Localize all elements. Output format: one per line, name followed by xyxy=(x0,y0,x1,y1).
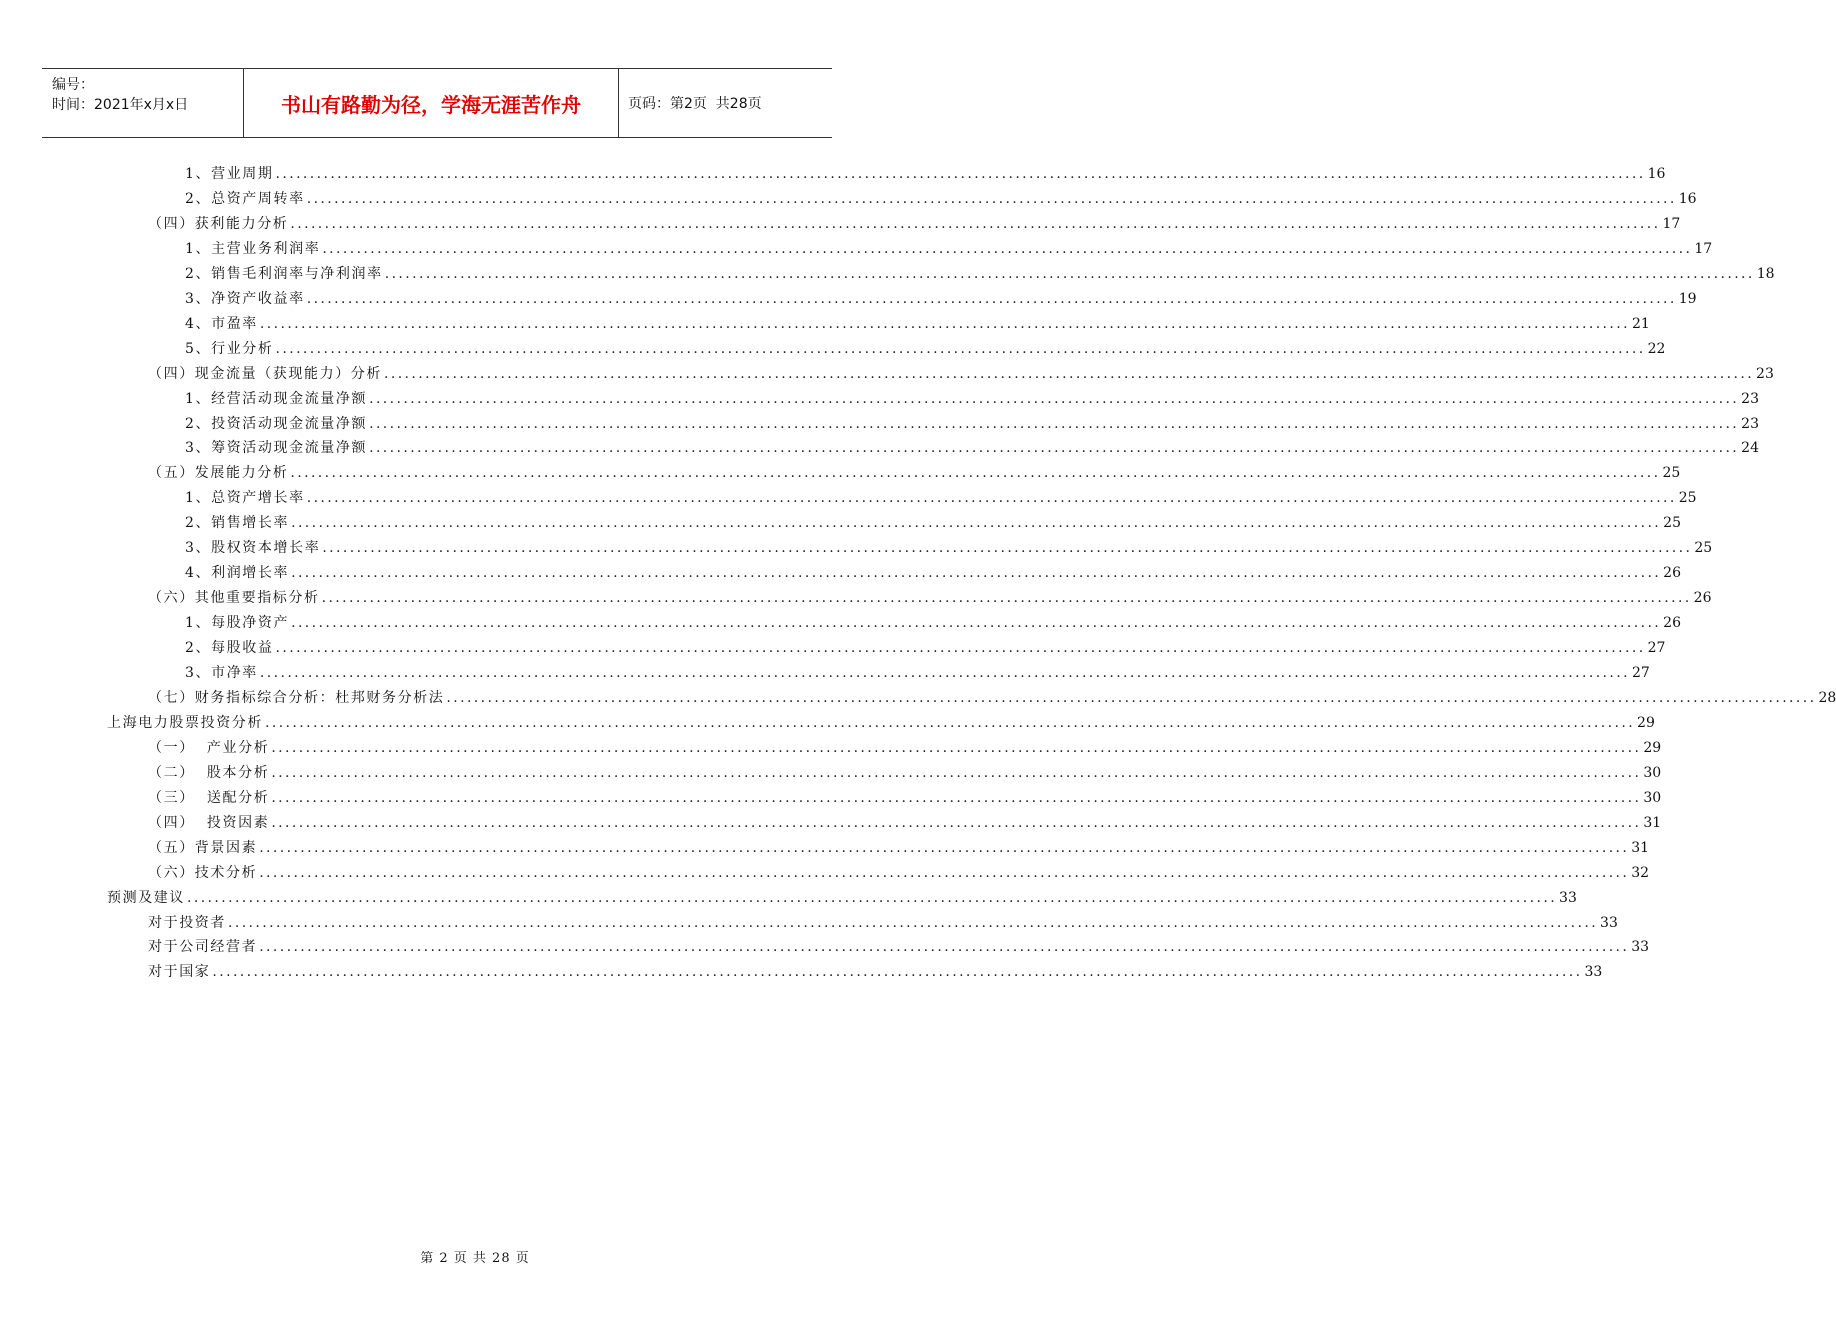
toc-entry[interactable] xyxy=(148,907,1618,932)
toc-entry-title: 2、销售增长率 xyxy=(185,515,290,532)
toc-entry-page: 24 xyxy=(1741,440,1759,457)
toc-entry-title: 3、净资产收益率 xyxy=(185,290,305,307)
toc-entry-page: 31 xyxy=(1643,814,1662,831)
toc-entry-page: 16 xyxy=(1678,190,1697,207)
toc-entry-title: （三） 送配分析 xyxy=(148,789,270,806)
toc-dot-leader: ........................................................................................................................................................................................................ xyxy=(306,190,1677,207)
toc-dot-leader: ........................................................................................................................................................................................................ xyxy=(369,390,1740,407)
toc-entry-page: 28 xyxy=(1818,689,1836,706)
toc-entry-page: 22 xyxy=(1647,340,1666,357)
footer-page-number: 第 2 页 共 28 页 xyxy=(420,1251,530,1266)
toc-dot-leader: ........................................................................................................................................................................................................ xyxy=(271,789,1642,806)
toc-entry[interactable] xyxy=(185,158,1666,183)
toc-entry-title: 1、总资产增长率 xyxy=(185,490,305,507)
toc-dot-leader: ........................................................................................................................................................................................................ xyxy=(291,515,1662,532)
toc-entry-page: 25 xyxy=(1662,465,1681,482)
header-page-label: 页码：第2页 共28页 xyxy=(628,96,762,112)
toc-dot-leader: ........................................................................................................................................................................................................ xyxy=(290,215,1661,232)
toc-entry-title: （七）财务指标综合分析：杜邦财务分析法 xyxy=(148,689,445,706)
toc-entry[interactable] xyxy=(185,308,1650,333)
toc-dot-leader: ........................................................................................................................................................................................................ xyxy=(322,240,1693,257)
toc-entry[interactable] xyxy=(148,807,1662,832)
toc-entry[interactable] xyxy=(148,582,1712,607)
toc-entry[interactable] xyxy=(148,857,1650,882)
toc-entry-page: 23 xyxy=(1756,365,1774,382)
toc-entry-title: （四）获利能力分析 xyxy=(148,215,289,232)
toc-dot-leader: ........................................................................................................................................................................................................ xyxy=(259,939,1630,956)
toc-entry-page: 29 xyxy=(1643,739,1662,756)
toc-entry-page: 29 xyxy=(1637,714,1655,731)
toc-entry[interactable] xyxy=(185,258,1775,283)
toc-entry[interactable] xyxy=(185,383,1759,408)
toc-dot-leader: ........................................................................................................................................................................................................ xyxy=(291,615,1662,632)
toc-entry-page: 27 xyxy=(1647,640,1666,657)
toc-entry[interactable] xyxy=(185,532,1713,557)
toc-entry-page: 26 xyxy=(1693,590,1712,607)
toc-entry-title: 1、主营业务利润率 xyxy=(185,240,321,257)
toc-dot-leader: ........................................................................................................................................................................................................ xyxy=(271,764,1642,781)
toc-entry-page: 26 xyxy=(1663,615,1681,632)
toc-entry-page: 25 xyxy=(1694,540,1713,557)
toc-dot-leader: ........................................................................................................................................................................................................ xyxy=(306,290,1677,307)
toc-entry[interactable] xyxy=(185,507,1681,532)
toc-entry[interactable] xyxy=(148,732,1662,757)
toc-entry-title: 1、每股净资产 xyxy=(185,615,290,632)
toc-entry-title: （四）现金流量（获现能力）分析 xyxy=(148,365,382,382)
toc-dot-leader: ........................................................................................................................................................................................................ xyxy=(384,265,1755,282)
toc-entry-title: 4、利润增长率 xyxy=(185,565,290,582)
toc-dot-leader: ........................................................................................................................................................................................................ xyxy=(446,689,1817,706)
toc-entry-title: （五）背景因素 xyxy=(148,839,258,856)
toc-entry[interactable] xyxy=(185,607,1681,632)
toc-dot-leader: ........................................................................................................................................................................................................ xyxy=(369,440,1740,457)
toc-dot-leader: ........................................................................................................................................................................................................ xyxy=(265,714,1636,731)
toc-entry-title: （五）发展能力分析 xyxy=(148,465,289,482)
toc-entry[interactable] xyxy=(185,482,1697,507)
document-number-label: 编号： xyxy=(52,77,94,93)
toc-dot-leader: ........................................................................................................................................................................................................ xyxy=(212,964,1583,981)
toc-entry-title: 3、筹资活动现金流量净额 xyxy=(185,440,368,457)
toc-entry-page: 23 xyxy=(1741,390,1759,407)
toc-entry-page: 21 xyxy=(1631,315,1650,332)
toc-dot-leader: ........................................................................................................................................................................................................ xyxy=(228,914,1599,931)
toc-entry[interactable] xyxy=(148,682,1836,707)
toc-entry-page: 23 xyxy=(1741,415,1759,432)
toc-entry-page: 30 xyxy=(1643,764,1662,781)
toc-dot-leader: ........................................................................................................................................................................................................ xyxy=(322,540,1693,557)
toc-dot-leader: ........................................................................................................................................................................................................ xyxy=(321,590,1692,607)
toc-entry-page: 32 xyxy=(1631,864,1650,881)
toc-entry[interactable] xyxy=(148,757,1662,782)
toc-entry-title: 1、经营活动现金流量净额 xyxy=(185,390,368,407)
toc-entry-page: 19 xyxy=(1678,290,1697,307)
toc-entry[interactable] xyxy=(107,882,1577,907)
toc-dot-leader: ........................................................................................................................................................................................................ xyxy=(290,465,1661,482)
toc-dot-leader: ........................................................................................................................................................................................................ xyxy=(275,166,1646,182)
toc-entry-title: 预测及建议 xyxy=(107,889,185,906)
toc-entry-title: （六）技术分析 xyxy=(148,864,258,881)
toc-entry[interactable] xyxy=(107,707,1655,732)
toc-dot-leader: ........................................................................................................................................................................................................ xyxy=(259,665,1630,681)
toc-entry[interactable] xyxy=(185,557,1681,582)
toc-entry[interactable] xyxy=(148,208,1681,233)
toc-dot-leader: ........................................................................................................................................................................................................ xyxy=(259,315,1630,332)
toc-entry-title: 对于公司经营者 xyxy=(148,939,258,956)
toc-dot-leader: ........................................................................................................................................................................................................ xyxy=(369,415,1740,432)
toc-entry-title: 3、股权资本增长率 xyxy=(185,540,321,557)
page-header xyxy=(42,68,832,138)
document-time-label: 时间：2021年x月x日 xyxy=(52,97,189,113)
toc-entry-title: 1、营业周期 xyxy=(185,166,274,182)
toc-entry-title: 2、销售毛利润率与净利润率 xyxy=(185,265,383,282)
toc-entry-page: 33 xyxy=(1584,964,1603,981)
header-motto: 书山有路勤为径，学海无涯苦作舟 xyxy=(243,69,619,137)
toc-entry-page: 31 xyxy=(1631,839,1650,856)
toc-entry-page: 33 xyxy=(1631,939,1650,956)
toc-entry-title: （二） 股本分析 xyxy=(148,764,270,781)
toc-entry[interactable] xyxy=(185,333,1666,358)
toc-dot-leader: ........................................................................................................................................................................................................ xyxy=(259,864,1630,881)
toc-entry-page: 27 xyxy=(1631,665,1650,681)
toc-dot-leader: ........................................................................................................................................................................................................ xyxy=(275,340,1646,357)
toc-entry-title: （四） 投资因素 xyxy=(148,814,270,831)
header-meta xyxy=(42,69,252,143)
toc-entry[interactable] xyxy=(148,358,1774,383)
toc-entry-title: （一） 产业分析 xyxy=(148,739,270,756)
toc-entry-title: 2、投资活动现金流量净额 xyxy=(185,415,368,432)
toc-entry[interactable] xyxy=(185,657,1650,682)
toc-entry-page: 17 xyxy=(1694,240,1713,257)
toc-entry[interactable] xyxy=(148,956,1603,981)
toc-entry-page: 33 xyxy=(1600,914,1618,931)
toc-entry[interactable] xyxy=(185,183,1697,208)
toc-entry-title: 2、总资产周转率 xyxy=(185,190,305,207)
toc-dot-leader: ........................................................................................................................................................................................................ xyxy=(306,490,1677,507)
toc-entry-title: 对于国家 xyxy=(148,964,211,981)
header-page-info xyxy=(618,69,842,137)
toc-dot-leader: ........................................................................................................................................................................................................ xyxy=(271,814,1642,831)
toc-dot-leader: ........................................................................................................................................................................................................ xyxy=(291,565,1662,582)
toc-entry-page: 16 xyxy=(1647,166,1666,182)
toc-entry-title: 3、市净率 xyxy=(185,665,258,681)
toc-entry-page: 33 xyxy=(1559,889,1577,906)
toc-entry-page: 26 xyxy=(1663,565,1681,582)
toc-entry[interactable] xyxy=(185,283,1697,308)
toc-entry-page: 17 xyxy=(1662,215,1681,232)
page-footer xyxy=(0,1247,950,1266)
toc-entry[interactable] xyxy=(185,632,1666,657)
toc-entry[interactable] xyxy=(185,408,1759,433)
toc-entry[interactable] xyxy=(148,782,1662,807)
toc-entry-title: 5、行业分析 xyxy=(185,340,274,357)
toc-entry-title: 2、每股收益 xyxy=(185,640,274,657)
toc-dot-leader: ........................................................................................................................................................................................................ xyxy=(259,839,1630,856)
toc-entry[interactable] xyxy=(185,233,1713,258)
toc-entry-page: 30 xyxy=(1643,789,1662,806)
toc-dot-leader: ........................................................................................................................................................................................................ xyxy=(187,889,1558,906)
toc-entry-page: 25 xyxy=(1663,515,1681,532)
toc-entry-title: （六）其他重要指标分析 xyxy=(148,590,320,607)
toc-dot-leader: ........................................................................................................................................................................................................ xyxy=(384,365,1755,382)
toc-entry[interactable] xyxy=(148,832,1650,857)
toc-entry-title: 对于投资者 xyxy=(148,914,226,931)
toc-entry-title: 4、市盈率 xyxy=(185,315,258,332)
toc-dot-leader: ........................................................................................................................................................................................................ xyxy=(275,640,1646,657)
toc-dot-leader: ........................................................................................................................................................................................................ xyxy=(271,739,1642,756)
toc-entry[interactable] xyxy=(148,931,1650,956)
toc-entry-page: 18 xyxy=(1756,265,1775,282)
toc-entry[interactable] xyxy=(185,432,1759,457)
toc-entry-title: 上海电力股票投资分析 xyxy=(107,714,263,731)
toc-entry-page: 25 xyxy=(1678,490,1697,507)
toc-entry[interactable] xyxy=(148,457,1681,482)
